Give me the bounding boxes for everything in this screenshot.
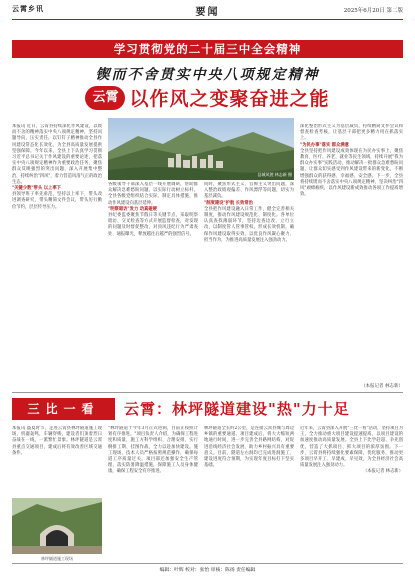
story1-column-2 (108, 182, 198, 392)
story2-column-1 (12, 426, 102, 496)
story1-col3b-text: 全县把作风建设融入日常工作，健全完善相关制度，推动作风建设规范化、制度化。各单位认真查找薄弱环节，坚持边查边改、立行立改，以制度管人管事管权，形成长效机制，确保作风建设取得实效，以优良作风凝心聚力、担当作为，为推进高质量发展注入强劲动力。 (204, 206, 294, 243)
story1-col1-text: 本报讯 近日，云霄县持续深化作风建设，以锲而不舍的精神落实中央八项规定精神，坚持问题导向，压实责任，以钉钉子精神推动全县作风建设常态化长效化，为全县高质量发展提供坚强保障。今年以来，全县上下认真学习贯彻习近平总书记关于作风建设的重要论述，把落实中央八项规定精神作为重要政治任务，聚焦群众反映强烈的突出问题，深入开展集中整治，持续纠治"四风"，着力营造风清气正的政治生态。 (12, 124, 102, 185)
story2-col2-text: "林坪隧道于今年3月正式进洞，目前正按照计划有序推进。"项目负责人介绍，为确保工程进度和质量，施工方科学组织、合理安排，实行倒排工期、挂图作战，全力以赴加快建设。施工现场，技术人员严格按照规范操作，确保每道工序质量过关。项目部还加强安全生产管理，落实防暑降温措施，保障施工人员身体健康，确保工程安全有序推进。 (108, 426, 198, 475)
story2-column-4 (300, 426, 403, 572)
theme-banner: 学习贯彻党的二十届三中全会精神 (12, 40, 403, 58)
tunnel-construction-image (12, 498, 102, 554)
footer-credits: 编辑：叶辉 校对：张怡 审核：陈扬 责任编辑 (159, 568, 256, 573)
story1-col2b-text: 县纪委监委聚焦节假日等关键节点，采取明察暗访、交叉检查等方式开展监督检查，对发现的问题及时督促整改，对顶风违纪行为严肃查处、通报曝光，释放越往后越严的强烈信号。 (108, 213, 198, 237)
story2-column-2 (108, 426, 198, 572)
footer-rule (12, 563, 403, 564)
story1-subhead-2: "明察暗访"发力 动真碰硬 (108, 206, 157, 212)
mountain-city-image (108, 118, 294, 180)
story2-col1-text: 本报讯 盛夏时节，走进云霄县林坪隧道施工现场，机器轰鸣，车辆穿梭，建设者们顶着烈日奋战在一线，一派繁忙景象。林坪隧道是云霄县重点交通项目，建成后将有效改善区域交通条件。 (12, 426, 102, 456)
story2-tag: 三比一看 (12, 398, 115, 420)
section-divider (12, 392, 403, 393)
story1-subhead-1: "关键少数"带头 以上率下 (12, 186, 61, 192)
story1-photo-caption: 县城风貌 林志新 摄 (257, 172, 292, 177)
story2-photo-caption: 林坪隧道施工现场 (41, 556, 73, 561)
story1-col4b-text: 全县坚持把作风建设成效体现在为民办实事上，聚焦教育、医疗、养老、就业等民生领域，持续开展"我为群众办实事"实践活动，推动解决一批群众急难愁盼问题，让群众切实感受到作风建设带来的新变化，不断增强群众的获得感、幸福感、安全感。下一步，全县将持续锲而不舍落实中央八项规定精神，坚决纠治"四风"顽瘴痼疾，以作风建设新成效推动各项工作提质增效。 (300, 148, 403, 198)
story2-column-3 (204, 426, 294, 572)
masthead-rule (12, 19, 403, 20)
paper-name: 云霄乡讯 (12, 4, 44, 13)
story2-byline: （本报记者 林志新） (362, 469, 403, 475)
story1-column-1 (12, 124, 102, 392)
story1-col1b-text: 县领导班子率先垂范，坚持以上率下，带头改进调查研究，带头精简文件会议，带头厉行勤俭节约，层层传导压力。 (12, 192, 102, 210)
story1-col2-text: 各级领导干部深入基层一线开展调研，帮助群众解决急难愁盼问题，以实际行动树立标杆。全县各级党组织结合实际，制定具体措施，推动作风建设向基层延伸。 (108, 182, 198, 206)
story1-headline-top: 锲而不舍贯实中央八项规定精神 (95, 67, 320, 83)
story1-col3-text: 同时，聚焦形式主义、官僚主义突出问题，深入整治政绩观偏差、作风漂浮等问题，切实为基层减负。 (204, 182, 294, 200)
story1-headline-main (12, 84, 403, 110)
story1-col4-text: 深化整治形式主义为基层减负，持续精简文件会议和督查检查考核，让基层干部把更多精力用在抓落实上。 (300, 124, 403, 142)
story2-photo (12, 498, 102, 554)
story1-subhead-3: "制度建设"护航 长效常治 (204, 200, 253, 206)
story1-byline: （本报记者 林志新） (361, 384, 403, 389)
story1-subhead-4: "为民办事"落实 群众满意 (300, 142, 349, 148)
story2-col4-text: 近年来，云霄县深入开展"三比一看"活动，坚持项目为王，全力推动重大项目建设提速提质，以项目建设的加速度推动高质量发展。全县上下比学赶超、争先创优，营造了大抓项目、抓大项目的浓厚氛围。下一步，云霄县将持续强化要素保障，优化服务，推动更多项目早开工、早建成、早见效，为全县经济社会高质量发展注入强劲动力。 (300, 426, 403, 469)
story1-photo (108, 118, 294, 180)
story1-column-3 (204, 182, 294, 392)
section-title: 要闻 (195, 7, 220, 18)
story1-column-4 (300, 124, 403, 392)
yunxiao-badge: 云霄 (85, 86, 125, 110)
story2-headline: 云霄：林坪隧道建设"热"力十足 (124, 400, 350, 418)
story2-col3-text: 林坪隧道全长约2公里，是连接云霄县城与周边乡镇的重要通道。项目建成后，将大大缩短两地通行时间，进一步完善全县路网结构，对促进沿线经济社会发展、助力乡村振兴具有重要意义。目前，隧道左右洞均已完成进洞施工，建设进度符合预期，为实现年度目标打下坚实基础。 (204, 426, 294, 469)
date-issue: 2025年6月20日 第二版 (343, 8, 403, 14)
story1-headline-text: 以作风之变聚奋进之能 (129, 88, 330, 110)
masthead (12, 4, 403, 18)
